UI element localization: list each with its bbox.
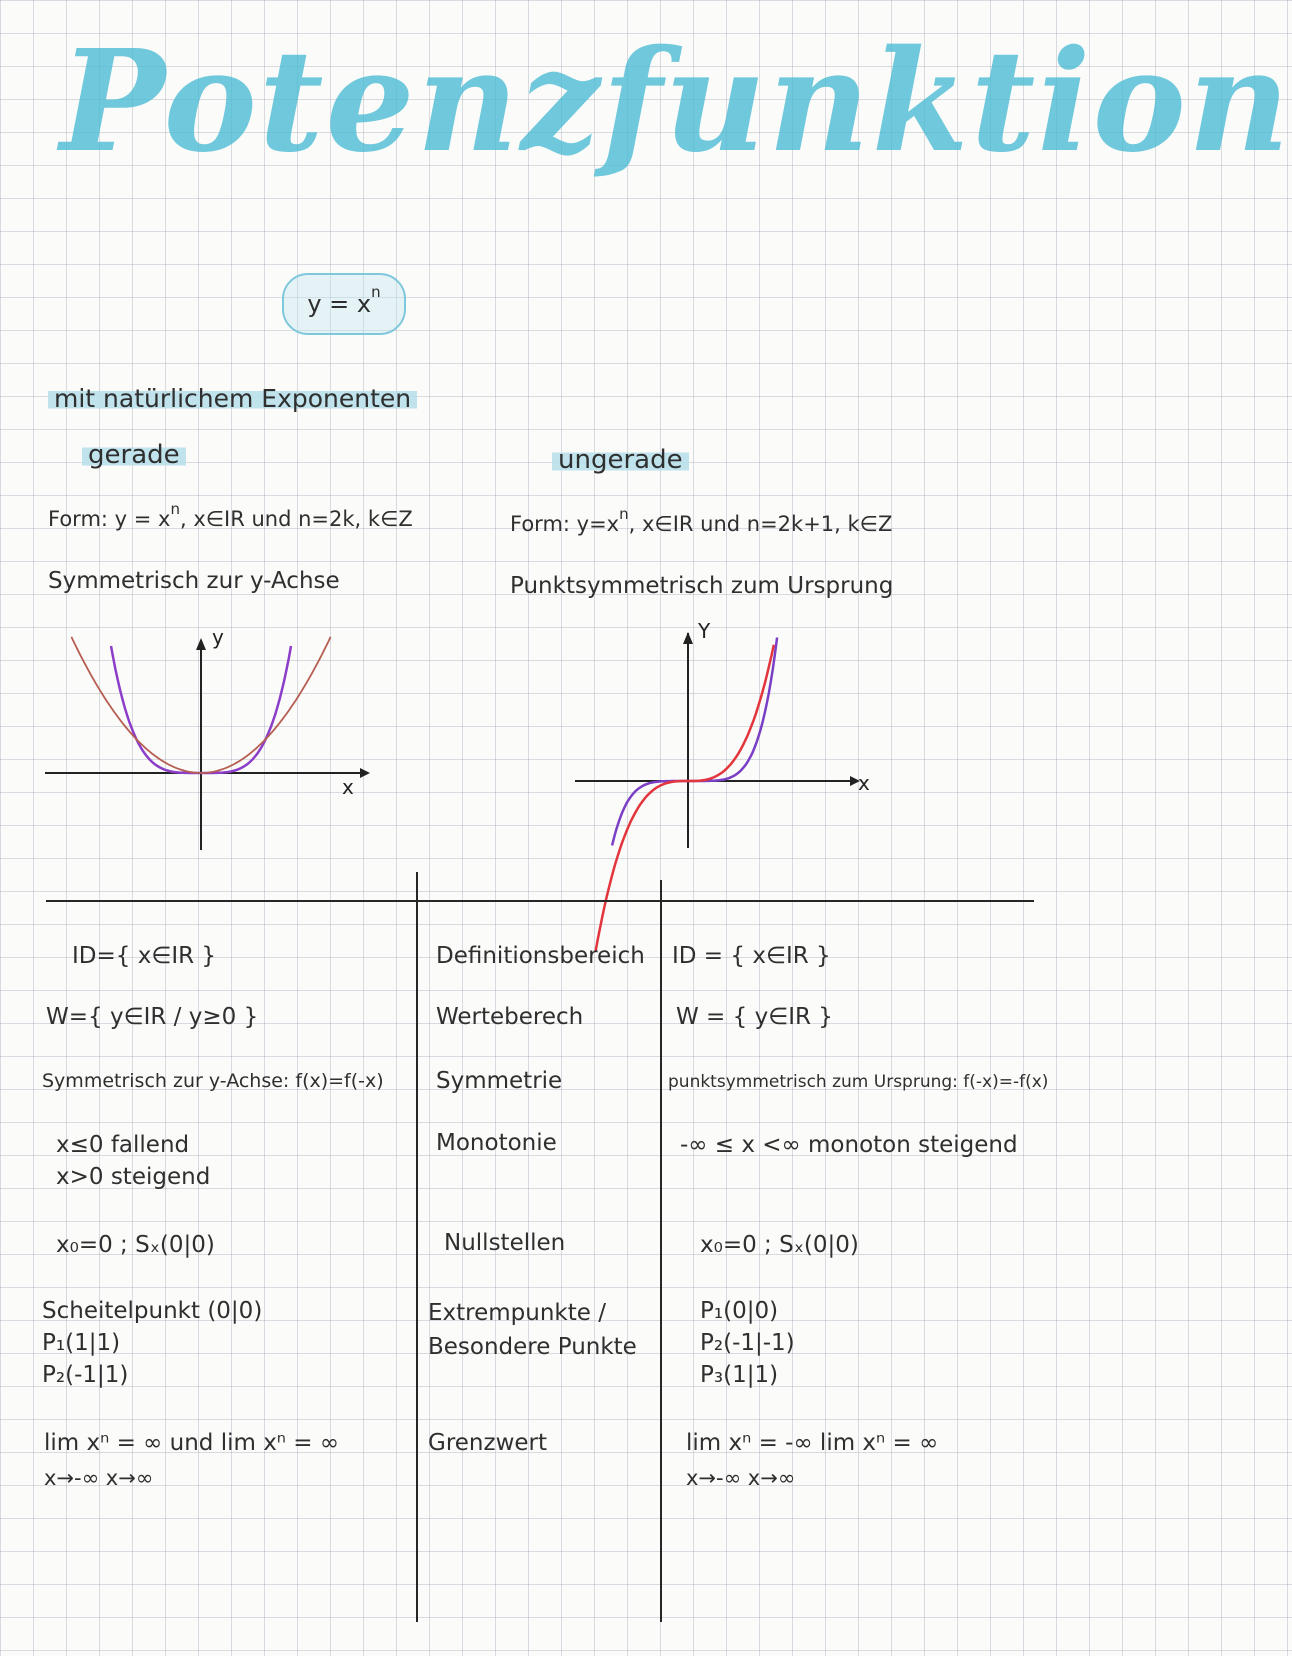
label-zeros: Nullstellen (444, 1230, 566, 1256)
even-zeros: x₀=0 ; Sₓ(0|0) (56, 1232, 215, 1258)
page-title: Potenzfunktion (60, 20, 1292, 184)
odd-y-label: Y (698, 619, 711, 643)
odd-symmetry: punktsymmetrisch zum Ursprung: f(-x)=-f(x) (668, 1072, 1049, 1092)
odd-heading: ungerade (552, 445, 689, 475)
even-x-arrow (360, 768, 370, 778)
even-points-2: P₁(1|1) (42, 1330, 121, 1356)
odd-range: W = { y∈IR } (676, 1004, 833, 1030)
odd-points-1: P₁(0|0) (700, 1298, 779, 1324)
odd-domain: ID = { x∈IR } (672, 943, 831, 969)
odd-limit: lim xⁿ = -∞ lim xⁿ = ∞ (686, 1430, 939, 1456)
table-divider-left (416, 872, 418, 1622)
even-monotony-2: x>0 steigend (56, 1164, 211, 1190)
odd-graph (570, 618, 880, 858)
label-limit: Grenzwert (428, 1430, 548, 1456)
even-domain: ID={ x∈IR } (72, 943, 217, 969)
odd-y-arrow (683, 632, 693, 644)
label-monotony: Monotonie (436, 1130, 557, 1156)
even-points-1: Scheitelpunkt (0|0) (42, 1298, 263, 1324)
even-monotony-1: x≤0 fallend (56, 1132, 190, 1158)
even-y-label: y (212, 625, 224, 649)
even-symmetry-note: Symmetrisch zur y-Achse (48, 568, 340, 594)
odd-form-text: Form: y=x (510, 512, 620, 536)
formula-cloud (282, 273, 406, 335)
even-limit: lim xⁿ = ∞ und lim xⁿ = ∞ (44, 1430, 340, 1456)
even-y-arrow (196, 638, 206, 650)
odd-curve-steep (596, 645, 774, 951)
odd-form-exponent: n (619, 505, 629, 523)
label-symmetry: Symmetrie (436, 1068, 563, 1094)
even-heading: gerade (82, 440, 186, 470)
even-x-label: x (342, 775, 354, 799)
even-points-3: P₂(-1|1) (42, 1362, 129, 1388)
section-heading: mit natürlichem Exponenten (48, 384, 417, 413)
even-symmetry: Symmetrisch zur y-Achse: f(x)=f(-x) (42, 1070, 384, 1092)
odd-limit-sub: x→-∞ x→∞ (686, 1466, 796, 1490)
formula-text: y = x (307, 290, 372, 318)
odd-symmetry-note: Punktsymmetrisch zum Ursprung (510, 573, 894, 599)
formula-exponent: n (371, 283, 381, 301)
odd-form-rest: , x∈IR und n=2k+1, k∈Z (628, 512, 893, 536)
even-form-exponent: n (170, 500, 180, 518)
label-extrema: Extrempunkte / Besondere Punkte (428, 1300, 637, 1360)
even-range: W={ y∈IR / y≥0 } (46, 1004, 259, 1030)
label-domain: Definitionsbereich (436, 943, 645, 969)
odd-points-3: P₃(1|1) (700, 1362, 779, 1388)
even-form-rest: , x∈IR und n=2k, k∈Z (179, 507, 413, 531)
even-form-text: Form: y = x (48, 507, 171, 531)
table-top-rule (46, 900, 1034, 902)
odd-monotony: -∞ ≤ x <∞ monoton steigend (680, 1132, 1018, 1158)
even-limit-sub: x→-∞ x→∞ (44, 1466, 154, 1490)
table-divider-right (660, 880, 662, 1622)
odd-points-2: P₂(-1|-1) (700, 1330, 795, 1356)
odd-x-label: x (858, 771, 870, 795)
odd-curve-flat (612, 638, 777, 846)
even-form (48, 500, 413, 531)
odd-form (510, 505, 893, 536)
even-graph (40, 620, 370, 860)
label-range: Werteberech (436, 1004, 584, 1030)
odd-zeros: x₀=0 ; Sₓ(0|0) (700, 1232, 859, 1258)
